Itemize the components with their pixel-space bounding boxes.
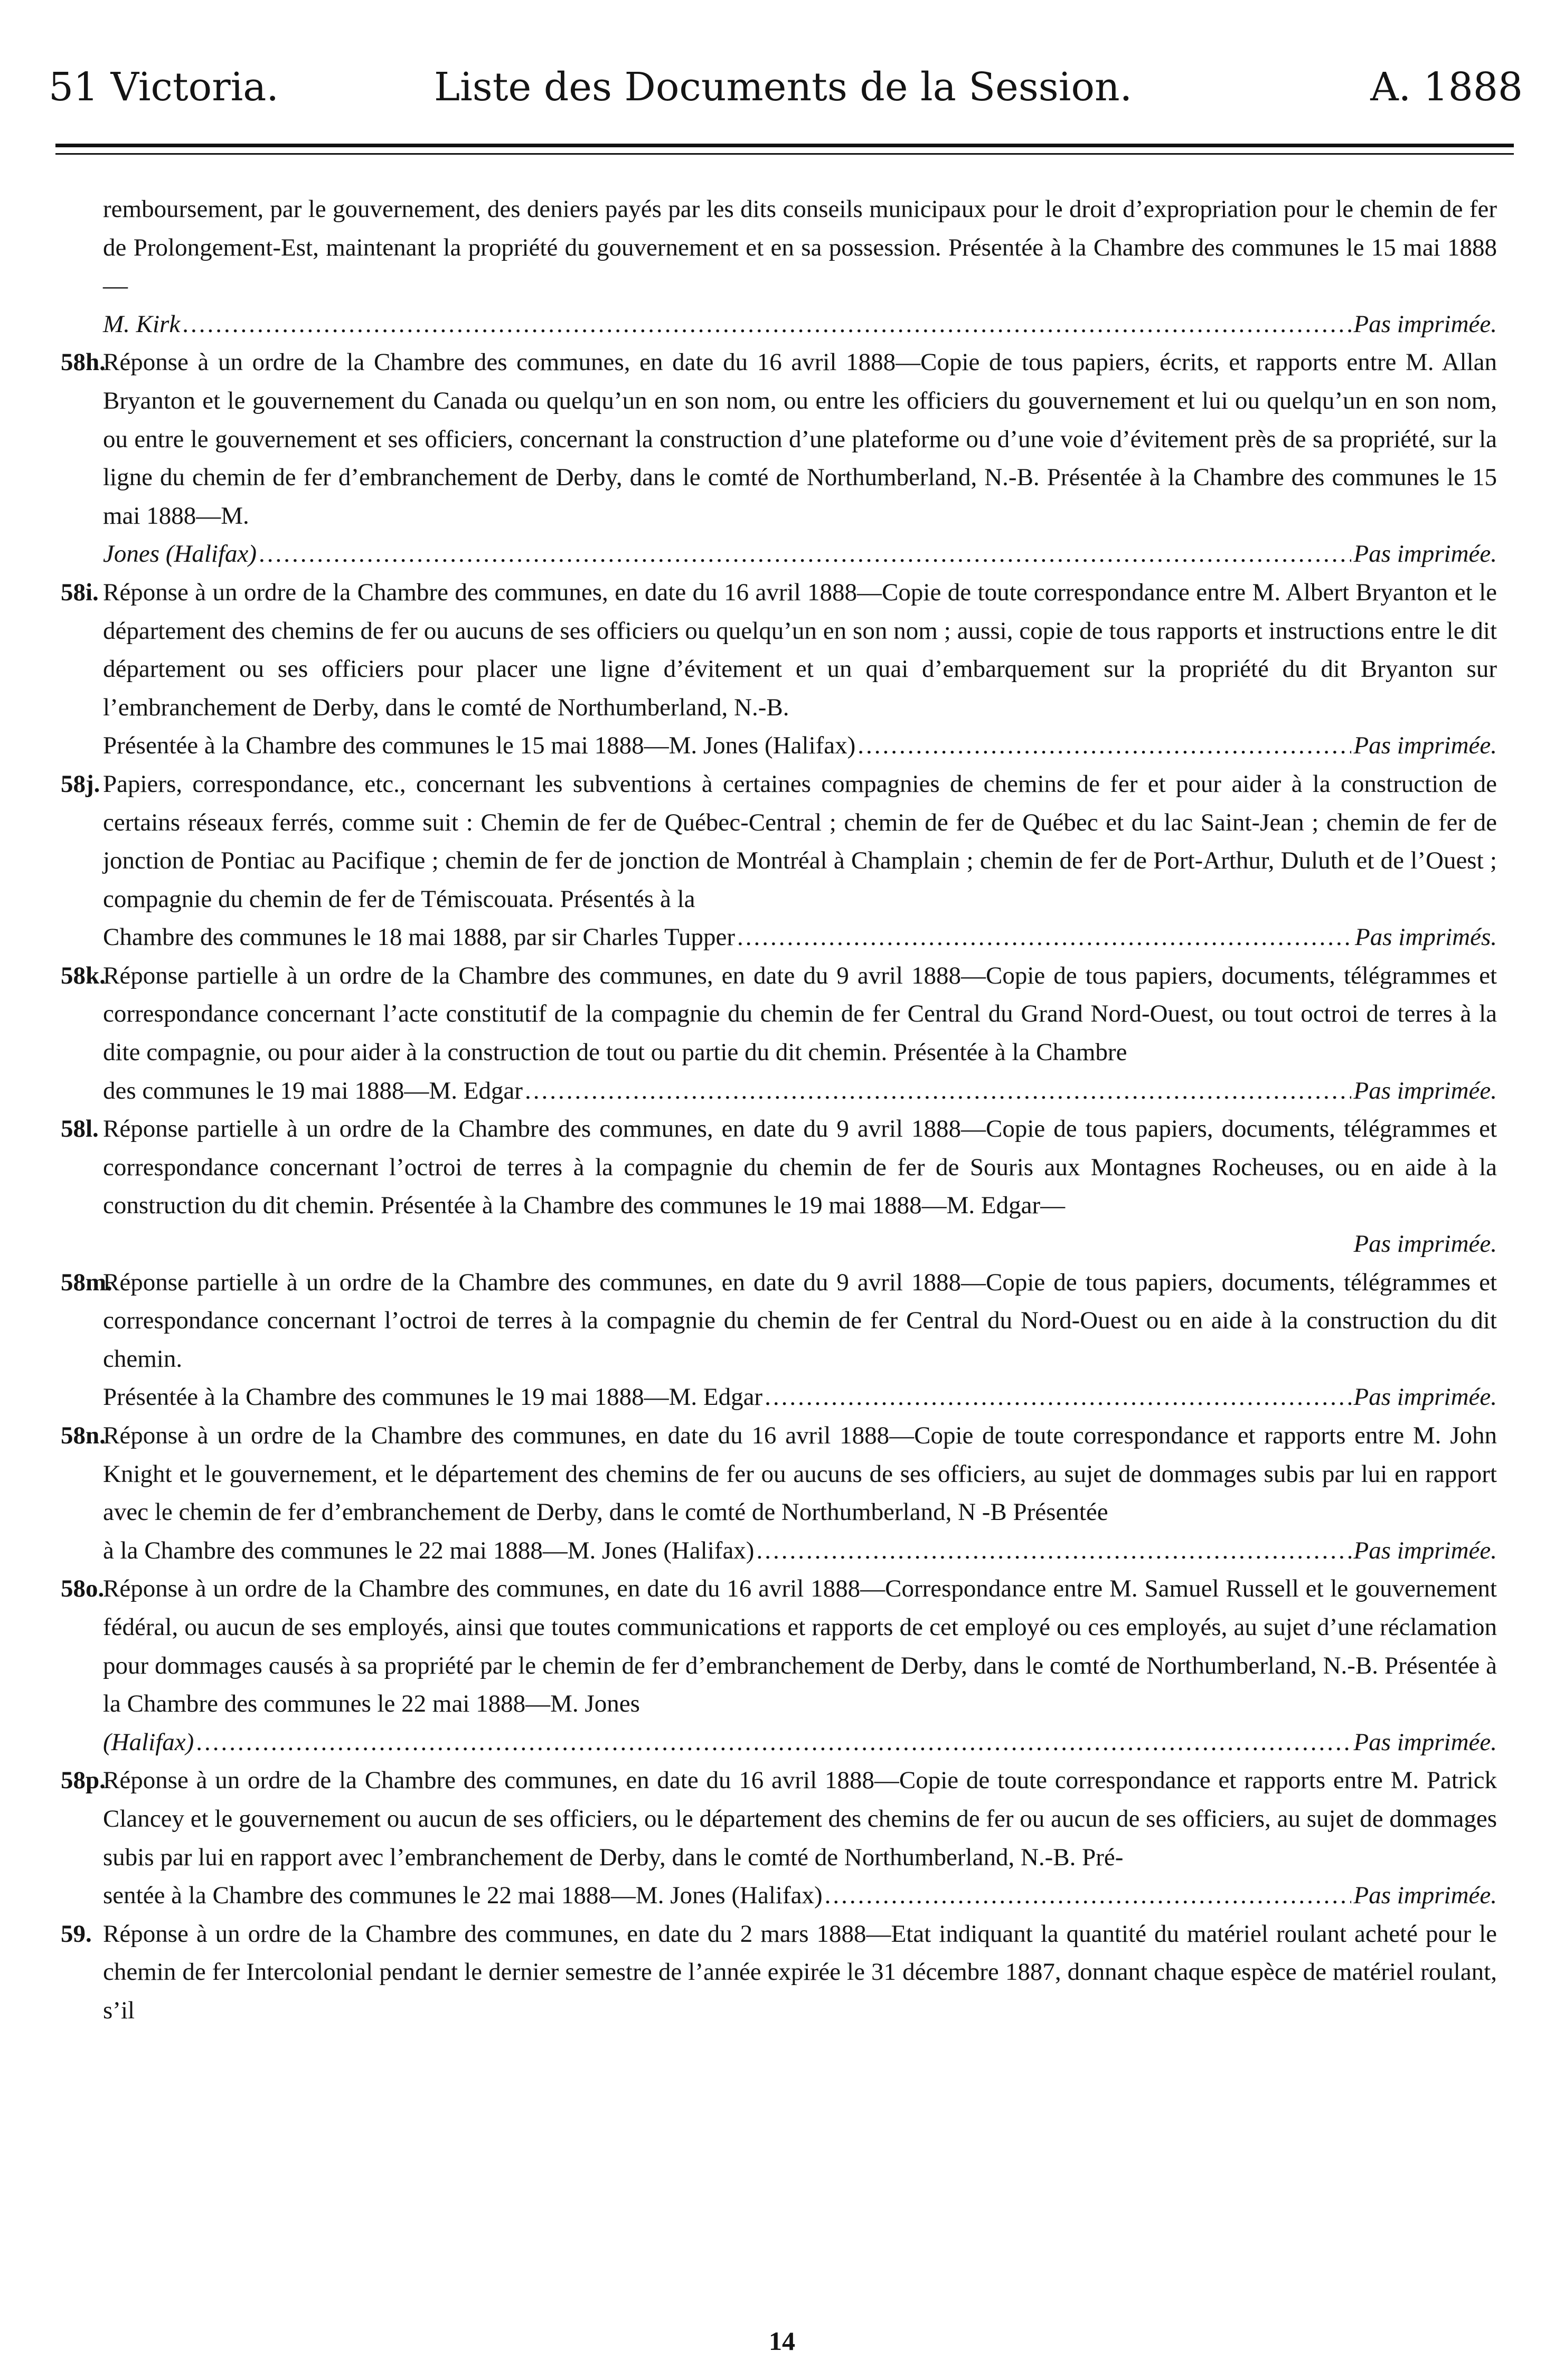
entry-text: Réponse partielle à un ordre de la Chambre des communes, en date du 9 avril 1888—Copie de tous papiers, documents, télégrammes et correspondance concernant l’octroi de terres à la compagnie du chemin de fer Central du Nord-Ouest ou en aide à la construction du dit chemin. [103,1268,1497,1373]
document-entry [61,1263,1497,1416]
header-regnal-year: 51 Victoria. [49,64,279,110]
entry-status-line [103,918,1497,957]
document-entry [103,190,1497,343]
document-entry [61,1570,1497,1761]
entry-status-line [103,535,1497,573]
entry-status-line [103,1876,1497,1915]
entry-text: Réponse à un ordre de la Chambre des communes, en date du 16 avril 1888—Copie de toute correspondance et rapports entre M. Patrick Clancey et le gouvernement ou aucun de ses officiers, ou le département des chemins de fer ou aucun de ses officiers, au sujet de dommages subis par lui en rapport avec l’embranchement de Derby, dans le comté de Northumberland, N.-B. Pré- [103,1767,1497,1871]
document-entry [61,1416,1497,1570]
dot-leader [756,1532,1351,1570]
entry-number: 58p. [61,1767,106,1795]
entry-status-line [103,1532,1497,1570]
entry-text: Réponse à un ordre de la Chambre des communes, en date du 16 avril 1888—Copie de tous papiers, écrits, et rapports entre M. Allan Bryanton et le gouvernement du Canada ou quelqu’un en son nom, ou entre les officiers du gouvernement et lui ou quelqu’un en son nom, ou entre le gouvernement et ses officiers, concernant la construction d’une plateforme ou d’une voie d’évitement près de sa propriété, sur la ligne du chemin de fer d’embranchement de Derby, dans le comté de Northumberland, N.-B. Présentée à la Chambre des communes le 15 mai 1888—M. [103,348,1497,530]
running-header [49,55,1523,119]
dot-leader [737,918,1353,957]
entry-status-line [103,726,1497,765]
dot-leader [858,726,1351,765]
header-rule-thin [55,153,1514,155]
dot-leader [259,535,1351,573]
entry-status: Pas imprimée. [1353,1536,1497,1564]
entry-status: Pas imprimés. [1355,923,1497,951]
document-entry [61,1761,1497,1914]
dot-leader [765,1378,1351,1416]
entry-number: 58o. [61,1575,105,1603]
entry-status: Pas imprimée. [1353,1076,1497,1104]
entry-member: Présentée à la Chambre des communes le 19 mai 1888—M. Edgar [103,1383,763,1411]
entry-text: Réponse partielle à un ordre de la Chambre des communes, en date du 9 avril 1888—Copie de tous papiers, documents, télégrammes et correspondance concernant l’octroi de terres à la compagnie du chemin de fer de Souris aux Montagnes Rocheuses, ou en aide à la construction du dit chemin. Présentée à la Chambre des communes le 19 mai 1888—M. Edgar— [103,1115,1497,1220]
entry-status: Pas imprimée. [1353,1230,1497,1258]
entry-number: 58l. [61,1115,99,1143]
document-entry [61,957,1497,1110]
header-rule-thick [55,144,1514,147]
entry-status-line [103,1378,1497,1416]
entries-list [61,190,1497,2030]
dot-leader [525,1072,1352,1110]
entry-number: 58j. [61,770,100,798]
document-entry [61,1110,1497,1263]
entry-text: Réponse à un ordre de la Chambre des communes, en date du 16 avril 1888—Copie de toute correspondance entre M. Albert Bryanton et le département des chemins de fer ou aucuns de ses officiers ou quelqu’un en son nom ; aussi, copie de tous rapports et instructions entre le dit département ou ses officiers pour placer une ligne d’évitement et un quai d’embarquement sur la propriété du dit Bryanton sur l’embranchement de Derby, dans le comté de Northumberland, N.-B. [103,578,1497,721]
entry-member: Jones (Halifax) [103,540,257,568]
entry-number: 58n. [61,1422,106,1449]
document-entry [61,1915,1497,2030]
header-title: Liste des Documents de la Session. [434,64,1133,110]
page-number: 14 [769,2326,795,2356]
entry-text: Papiers, correspondance, etc., concernant les subventions à certaines compagnies de chemins de fer et pour aider à la construction de certains réseaux ferrés, comme suit : Chemin de fer de Québec-Central ; chemin de fer de Québec et du lac Saint-Jean ; chemin de fer de jonction de Pontiac au Pacifique ; chemin de fer de jonction de Montréal à Champlain ; chemin de fer de Port-Arthur, Duluth et de l’Ouest ; compagnie du chemin de fer de Témiscouata. Présentés à la [103,770,1497,913]
entry-member: M. Kirk [103,310,181,338]
entry-status-line [103,1072,1497,1110]
entry-status: Pas imprimée. [1353,1728,1497,1756]
entry-member: Chambre des communes le 18 mai 1888, par sir Charles Tupper [103,923,736,951]
entry-status-line [103,305,1497,344]
entry-text: Réponse à un ordre de la Chambre des communes, en date du 16 avril 1888—Copie de toute correspondance et rapports entre M. John Knight et le gouvernement, et le département des chemins de fer ou aucuns de ses officiers, au sujet de dommages subis par lui en rapport avec le chemin de fer d’embranchement de Derby, dans le comté de Northumberland, N -B Présentée [103,1422,1497,1526]
entry-status: Pas imprimée. [1353,310,1497,338]
entry-text: Réponse à un ordre de la Chambre des communes, en date du 2 mars 1888—Etat indiquant la quantité du matériel roulant acheté pour le chemin de fer Intercolonial pendant le dernier semestre de l’année expirée le 31 décembre 1887, donnant chaque espèce de matériel roulant, s’il [103,1920,1497,2024]
document-entry [61,343,1497,573]
entry-status: Pas imprimée. [1353,1882,1497,1910]
entry-member: Présentée à la Chambre des communes le 15 mai 1888—M. Jones (Halifax) [103,732,856,760]
entry-number: 58i. [61,578,99,606]
entry-number: 59. [61,1920,92,1948]
entry-member: à la Chambre des communes le 22 mai 1888—M. Jones (Halifax) [103,1536,755,1564]
entry-member: des communes le 19 mai 1888—M. Edgar [103,1076,523,1104]
document-entry [61,573,1497,765]
dot-leader [182,305,1351,344]
entry-number: 58m. [61,1268,112,1296]
entry-text: remboursement, par le gouvernement, des deniers payés par les dits conseils municipaux pour le droit d’expropriation pour le chemin de fer de Prolongement-Est, maintenant la propriété du gouvernement et en sa possession. Présentée à la Chambre des communes le 15 mai 1888— [103,195,1497,300]
entry-text: Réponse à un ordre de la Chambre des communes, en date du 16 avril 1888—Correspondance entre M. Samuel Russell et le gouvernement fédéral, ou aucun de ses employés, ainsi que toutes communications et rapports de cet employé ou ces employés, au sujet d’une réclamation pour dommages causés à sa propriété par le chemin de fer d’embranchement de Derby, dans le comté de Northumberland, N.-B. Présentée à la Chambre des communes le 22 mai 1888—M. Jones [103,1575,1497,1718]
entry-member: sentée à la Chambre des communes le 22 mai 1888—M. Jones (Halifax) [103,1882,823,1910]
entry-number: 58k. [61,961,106,989]
entry-status: Pas imprimée. [1353,732,1497,760]
entry-member: (Halifax) [103,1728,194,1756]
dot-leader [825,1876,1352,1915]
entry-status: Pas imprimée. [1353,1383,1497,1411]
entry-number: 58h. [61,348,106,376]
dot-leader [196,1723,1351,1762]
header-year: A. 1888 [1370,64,1523,110]
entry-status-line [103,1723,1497,1762]
entry-status: Pas imprimée. [1353,540,1497,568]
document-entry [61,765,1497,957]
entry-text: Réponse partielle à un ordre de la Chambre des communes, en date du 9 avril 1888—Copie de tous papiers, documents, télégrammes et correspondance concernant l’acte constitutif de la compagnie du chemin de fer Central du Grand Nord-Ouest, ou tout octroi de terres à la dite compagnie, ou pour aider à la construction de tout ou partie du dit chemin. Présentée à la Chambre [103,961,1497,1066]
